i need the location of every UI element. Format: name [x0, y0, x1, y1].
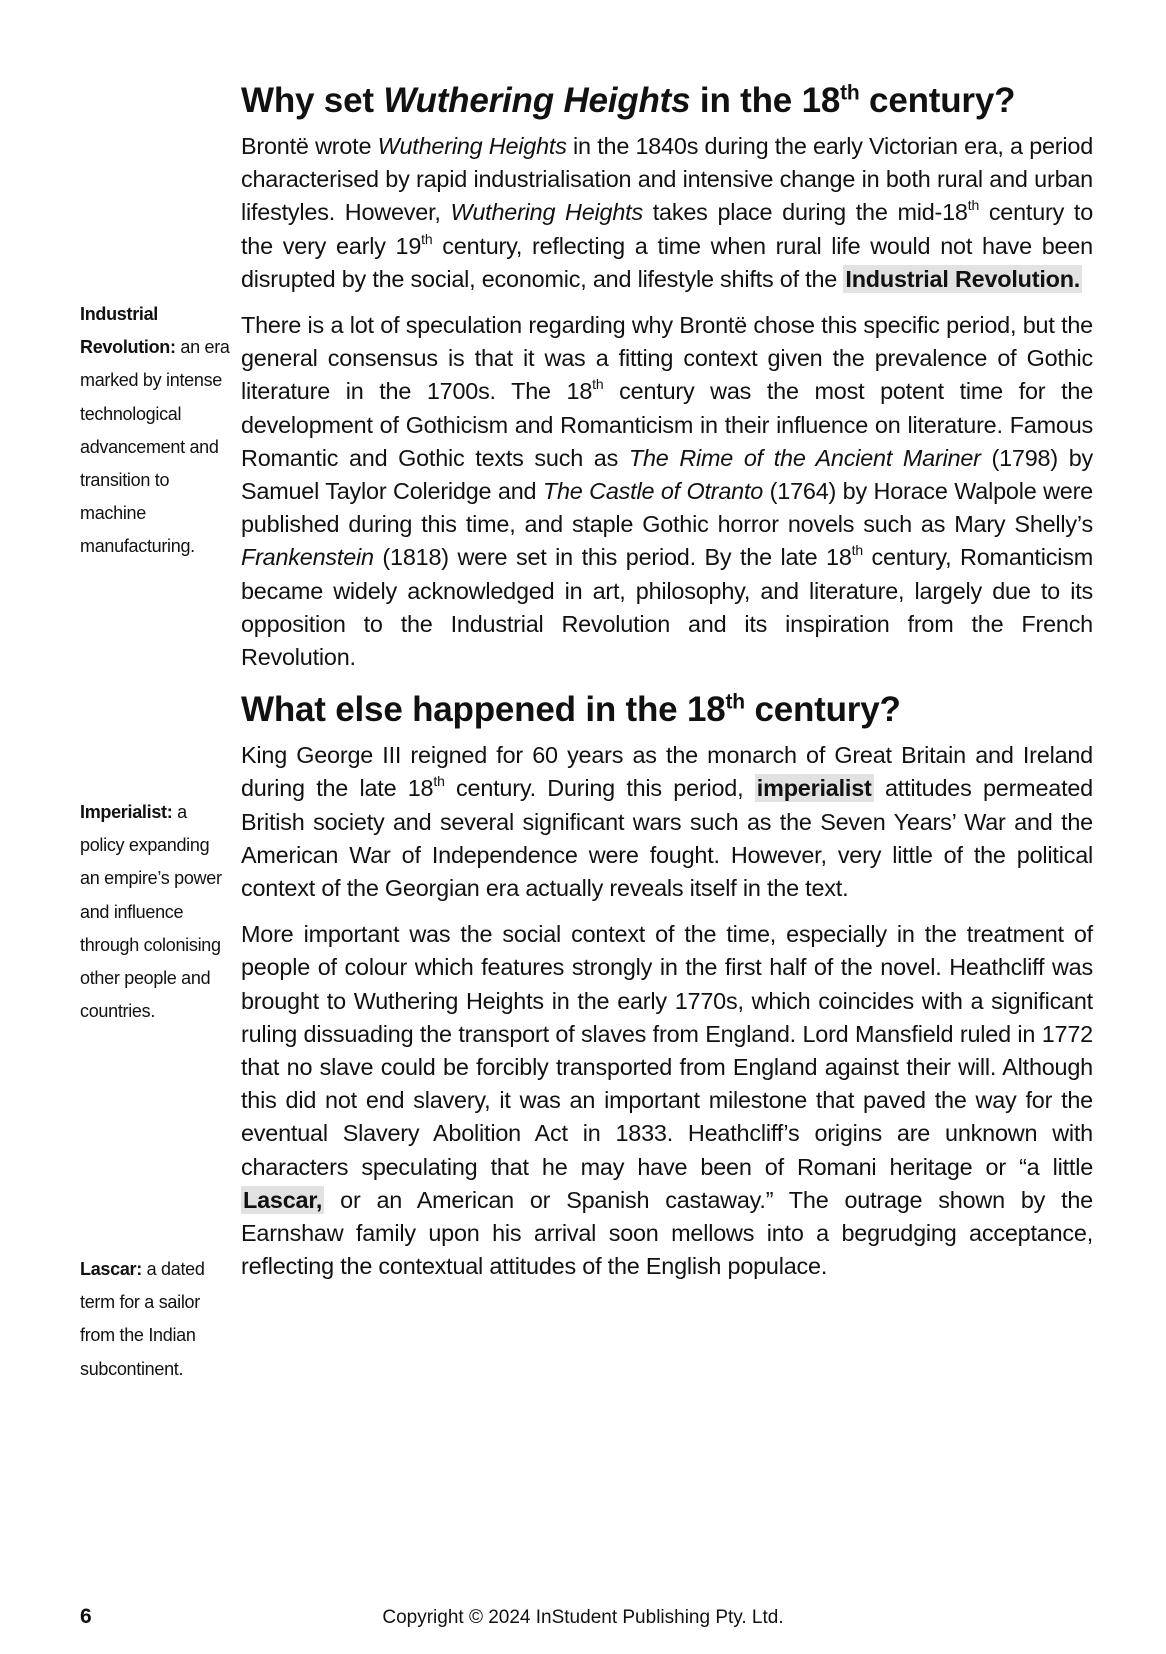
- paragraph-social-context: More important was the social context of the time, especially in the treatment of people of colour which features strongly in the first half of the novel. Heathcliff was brought to Wuthering Heights in the early 1770s, which coincides with a significant ruling dissuading the transport of slaves from England. Lord Mansfield ruled in 1772 that no slave could be forcibly transported from England against their will. Although this did not end slavery, it was an important milestone that paved the way for the eventual Slavery Abolition Act in 1833. Heathcliff’s origins are unknown with characters speculating that he may have been of Romani heritage or “a little Lascar, or an American or Spanish castaway.” The outrage shown by the Earnshaw family upon his arrival soon mellows into a begrudging acceptance, reflecting the contextual attitudes of the English populace.: [241, 921, 1093, 1280]
- paragraph-gothic-literature: There is a lot of speculation regarding why Brontë chose this specific period, but the general consensus is that it was a fitting context given the prevalence of Gothic literature in the 1700s. The 18th century was the most potent time for the development of Gothicism and Romanticism in their influence on literature. Famous Romantic and Gothic texts such as The Rime of the Ancient Mariner (1798) by Samuel Taylor Coleridge and The Castle of Otranto (1764) by Horace Walpole were published during this time, and staple Gothic horror novels such as Mary Shelly’s Frankenstein (1818) were set in this period. By the late 18th century, Romanticism became widely acknowledged in art, philosophy, and literature, largely due to its opposition to the Industrial Revolution and its inspiration from the French Revolution.: [241, 312, 1094, 671]
- margin-note-imperialist: Imperialist: a policy expanding an empire’s power and influence through colonising other people and countries.: [80, 802, 222, 1022]
- main-content: [241, 78, 1093, 1297]
- section-heading-why-18th-century: Why set Wuthering Heights in the 18th century?: [241, 81, 1016, 120]
- glossary-term-lascar: Lascar,: [243, 1186, 323, 1213]
- page-number: 6: [80, 1605, 92, 1628]
- copyright-notice: Copyright © 2024 InStudent Publishing Pty. Ltd.: [382, 1607, 784, 1628]
- section-heading-what-else-happened: What else happened in the 18th century?: [241, 690, 901, 730]
- paragraph-victorian-era: Brontë wrote Wuthering Heights in the 1840s during the early Victorian era, a period characterised by rapid industrialisation and intensive change in both rural and urban lifestyles. However, Wuthering Heights takes place during the mid-18th century to the very early 19th century, reflecting a time when rural life would not have been disrupted by the social, economic, and lifestyle shifts of the Industrial Revolution.: [241, 133, 1094, 292]
- glossary-term-imperialist: imperialist: [756, 775, 872, 802]
- glossary-term-industrial-revolution: Industrial Revolution.: [845, 265, 1081, 292]
- paragraph-king-george: King George III reigned for 60 years as the monarch of Great Britain and Ireland during the late 18th century. During this period, imperialist attitudes permeated British society and several significant wars such as the Seven Years’ War and the American War of Independence were fought. However, very little of the political context of the Georgian era actually reveals itself in the text.: [241, 742, 1093, 902]
- margin-note-industrial-revolution: Industrial Revolution: an era marked by intense technological advancement and transition to machine manufacturing.: [80, 304, 230, 557]
- margin-note-lascar: Lascar: a dated term for a sailor from the Indian subcontinent.: [80, 1259, 205, 1379]
